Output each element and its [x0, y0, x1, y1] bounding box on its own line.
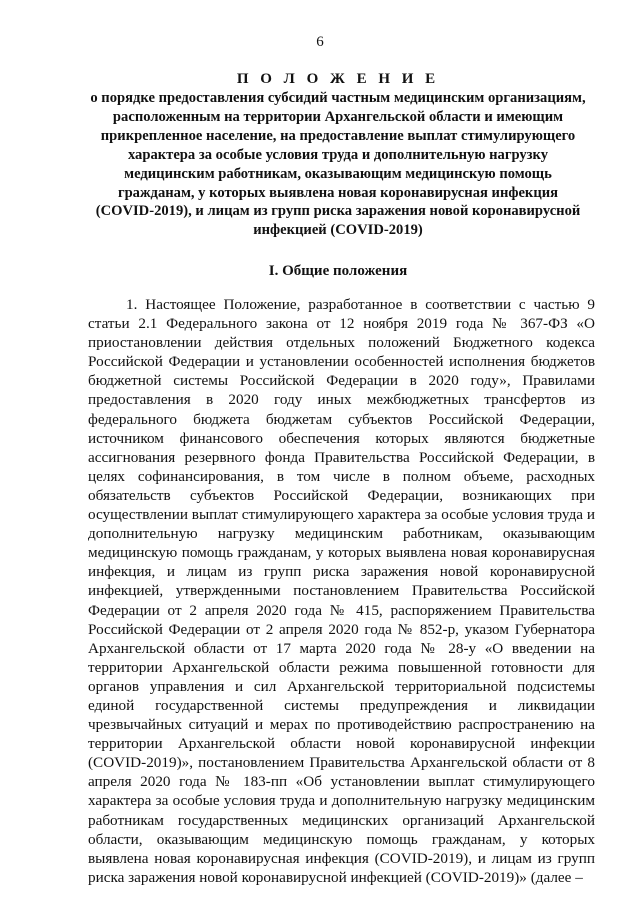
page-number: 6 — [316, 34, 324, 50]
document-title: П О Л О Ж Е Н И Е — [236, 71, 440, 87]
section-heading: I. Общие положения — [268, 263, 408, 279]
document-subtitle: о порядке предоставления субсидий частным медицинским организациям, расположенным на территории Архангельской области и имеющим прикрепленное население, на предоставление выплат стимулирующего характера за особые условия труда и дополнительную нагрузку медицинским работникам, оказывающим медицинскую помощь гражданам, у которых выявлена новая коронавирусная инфекция (COVID-2019), и лицам из групп риска заражения новой коронавирусной инфекцией (COVID-2019) — [90, 90, 586, 239]
paragraph-1: 1. Настоящее Положение, разработанное в соответствии с частью 9 статьи 2.1 Федерального закона от 12 ноября 2019 года № 367-ФЗ «О приостановлении действия отдельных положений Бюджетного кодекса Российской Федерации и установлении особенностей исполнения бюджетов бюджетной системы Российской Федерации в 2020 году», Правилами предоставления в 2020 году иных межбюджетных трансфертов из федерального бюджета бюджетам субъектов Российской Федерации, источником финансового обеспечения которых являются бюджетные ассигнования резервного фонда Правительства Российской Федерации, в целях софинансирования, в том числе в полном объеме, расходных обязательств субъектов Российской Федерации, возникающих при осуществлении выплат стимулирующего характера за особые условия труда и дополнительную нагрузку медицинским работникам, оказывающим медицинскую помощь гражданам, у которых выявлена новая коронавирусная инфекция, и лицам из групп риска заражения новой коронавирусной инфекцией, утвержденными постановлением Правительства Российской Федерации от 2 апреля 2020 года № 415, распоряжением Правительства Российской Федерации от 2 апреля 2020 года № 852-р, указом Губернатора Архангельской области от 17 марта 2020 года № 28-у «О введении на территории Архангельской области режима повышенной готовности для органов управления и сил Архангельской территориальной подсистемы единой государственной системы предупреждения и ликвидации чрезвычайных ситуаций и мерах по противодействию распространению на территории Архангельской области новой коронавирусной инфекции (COVID-2019)», постановлением Правительства Архангельской области от 8 апреля 2020 года № 183-пп «Об установлении выплат стимулирующего характера за особые условия труда и дополнительную нагрузку медицинским работникам государственных медицинских организаций Архангельской области, оказывающим медицинскую помощь гражданам, у которых выявлена новая коронавирусная инфекция (COVID-2019), и лицам из групп риска заражения новой коронавирусной инфекцией (COVID-2019)» (далее – — [88, 296, 595, 886]
